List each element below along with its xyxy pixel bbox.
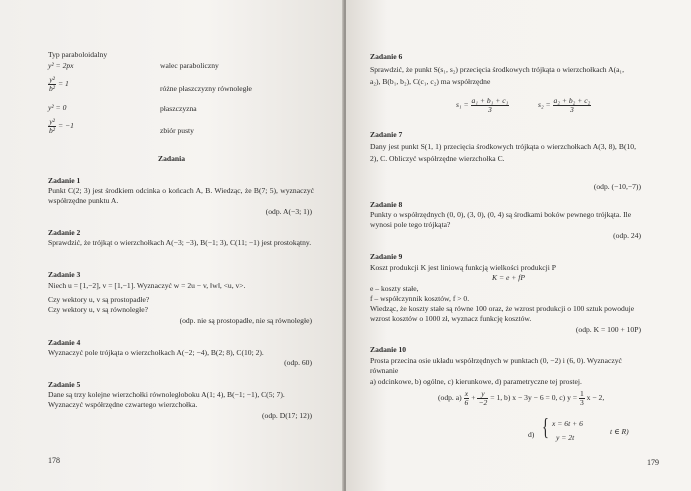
task-9-line-f: f – współczynnik kosztów, f > 0. xyxy=(370,294,470,303)
task-10-answer-abc: (odp. a) $\frac{x}{6}$ + $\frac{y}{-2}$ = 1, b) x − 3y − 6 = 0, c) y = $\frac{1}{3}$ x − 2, xyxy=(438,389,605,407)
task-10-text: Prosta przecina osie układu współrzędnych w punktach (0, −2) i (6, 0). Wyznaczyć równanie xyxy=(370,356,622,375)
description-row-3: płaszczyzna xyxy=(160,104,197,113)
formula-row-4: $\frac{\text{y²}}{\text{b²}}$ = −1 xyxy=(49,117,74,135)
section-title: Zadania xyxy=(158,154,186,163)
task-10-param-cond: t ∈ R) xyxy=(610,427,629,436)
task-7-title: Zadanie 7 xyxy=(370,130,403,139)
task-9-formula: K = e + fP xyxy=(492,273,526,282)
left-page xyxy=(0,0,344,491)
formula-row-3: y² = 0 xyxy=(48,103,67,112)
task-9-text2: Wiedząc, że koszty stałe są równe 100 oraz, że wzrost produkcji o 100 sztuk powoduje wzrost kosztów o 1000 zł, wyznacz funkcję kosztów. xyxy=(370,304,635,323)
description-row-4: zbiór pusty xyxy=(160,126,194,135)
page-number-right: 179 xyxy=(647,458,659,467)
task-2-title: Zadanie 2 xyxy=(48,228,81,237)
task-8-answer: (odp. 24) xyxy=(613,231,641,240)
page-number-left: 178 xyxy=(48,456,60,465)
task-9-title: Zadanie 9 xyxy=(370,252,403,261)
task-10-options: a) odcinkowe, b) ogólne, c) kierunkowe, d) parametryczne tej prostej. xyxy=(370,377,582,386)
task-3-text: Niech u = [1,−2], v = [1,−1]. Wyznaczyć w = 2u − v, ‖w‖, <u, v>. xyxy=(48,281,246,290)
task-9-answer: (odp. K = 100 + 10P) xyxy=(575,325,641,334)
task-1-title: Zadanie 1 xyxy=(48,176,81,185)
task-6-title: Zadanie 6 xyxy=(370,52,403,61)
formula-row-2: $\frac{\text{y²}}{\text{b²}}$ = 1 xyxy=(49,75,69,93)
task-10-param-y: y = 2t xyxy=(556,433,575,442)
task-5-answer: (odp. D(17; 12)) xyxy=(262,411,312,420)
task-6-formula-1: s₁ = $\frac{\text{a₁ + b₁ + c₁}}{3}$ xyxy=(456,96,509,114)
task-5-text: Dane są trzy kolejne wierzchołki równoległoboku A(1; 4), B(−1; −1), C(5; 7). Wyznaczyć współrzędne czwartego wierzchołka. xyxy=(48,390,285,409)
task-1-text: Punkt C(2; 3) jest środkiem odcinka o końcach A, B. Wiedząc, że B(7; 5), wyznaczyć współrzędne punktu A. xyxy=(48,186,314,205)
task-10-title: Zadanie 10 xyxy=(370,345,407,354)
task-10-param-x: x = 6t + 6 xyxy=(552,419,583,428)
task-7-answer: (odp. (−10,−7)) xyxy=(593,182,641,191)
formula-row-1: y² = 2px xyxy=(48,61,74,70)
task-8-text: Punkty o współrzędnych (0, 0), (3, 0), (0, 4) są środkami boków pewnego trójkąta. Ile wynosi pole tego trójkąta? xyxy=(370,210,632,229)
task-5-title: Zadanie 5 xyxy=(48,380,81,389)
description-row-2: różne płaszczyzny równoległe xyxy=(160,84,252,93)
task-7-text: Dany jest punkt S(1, 1) przecięcia środkowych trójkąta o wierzchołkach A(3, 8), B(10, 2), C. Obliczyć współrzędne wierzchołka C. xyxy=(370,142,636,163)
task-10-answer-d-label: d) xyxy=(528,430,535,439)
description-row-1: walec paraboliczny xyxy=(160,61,219,70)
type-header: Typ paraboloidalny xyxy=(48,50,108,59)
task-4-title: Zadanie 4 xyxy=(48,338,81,347)
right-page xyxy=(346,0,691,491)
task-3-answer: (odp. nie są prostopadłe, nie są równoległe) xyxy=(179,316,312,325)
task-4-text: Wyznaczyć pole trójkąta o wierzchołkach A(−2; −4), B(2; 8), C(10; 2). xyxy=(48,348,264,357)
task-9-text: Koszt produkcji K jest liniową funkcją wielkości produkcji P xyxy=(370,263,557,272)
task-3-line3: Czy wektory u, v są równoległe? xyxy=(48,305,148,314)
task-6-formula-2: s₂ = $\frac{\text{a₂ + b₂ + c₂}}{3}$ xyxy=(538,96,591,114)
task-10-brace: { xyxy=(542,415,549,441)
task-3-title: Zadanie 3 xyxy=(48,270,81,279)
task-1-answer: (odp. A(−3; 1)) xyxy=(265,207,312,216)
task-9-line-e: e – koszty stałe, xyxy=(370,284,419,293)
task-2-text: Sprawdzić, że trójkąt o wierzchołkach A(−3; −3), B(−1; 3), C(11; −1) jest prostokątny. xyxy=(48,238,312,247)
task-8-title: Zadanie 8 xyxy=(370,200,403,209)
task-6-text: Sprawdzić, że punkt S(s₁, s₂) przecięcia środkowych trójkąta o wierzchołkach A(a₁, a₂), B(b₁, b₂), C(c₁, c₂) ma współrzędne xyxy=(370,65,625,86)
task-4-answer: (odp. 60) xyxy=(284,358,312,367)
task-3-line2: Czy wektory u, v są prostopadłe? xyxy=(48,295,150,304)
